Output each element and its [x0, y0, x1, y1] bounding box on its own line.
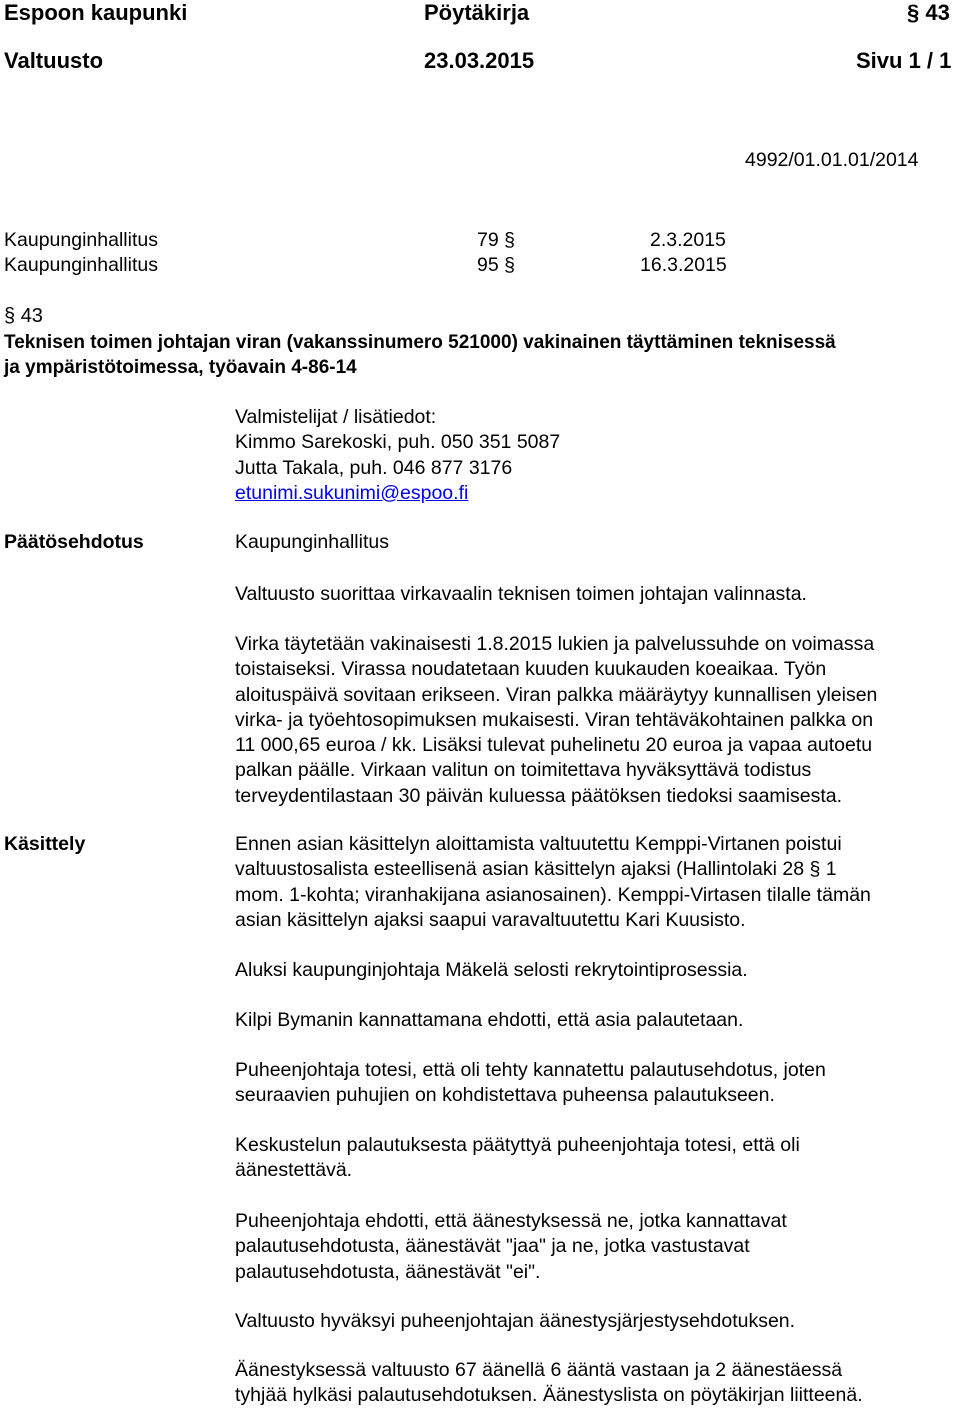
handling-label: Käsittely: [4, 833, 86, 855]
text-line: valtuustosalista esteellisenä asian käsittelyn ajaksi (Hallintolaki 28 § 1: [235, 858, 837, 881]
history-row: [4, 228, 158, 253]
preparers-block: [235, 405, 959, 506]
handling-paragraph: [235, 1133, 959, 1184]
text-line: Puheenjohtaja totesi, että oli tehty kannatettu palautusehdotus, joten: [235, 1059, 826, 1081]
proposer: Kaupunginhallitus: [235, 531, 389, 553]
section-sign: §: [504, 254, 515, 276]
text-line: Puheenjohtaja ehdotti, että äänestyksessä ne, jotka kannattavat: [235, 1210, 787, 1232]
council-name: Valtuusto: [4, 48, 104, 73]
history-no: 95: [477, 254, 499, 276]
section-number: 43: [925, 0, 950, 25]
text-line: palkan päälle. Virkaan valitun on toimitettava hyväksyttävä todistus: [235, 759, 812, 782]
case-id: 4992/01.01.01/2014: [745, 149, 919, 171]
text-line: toistaiseksi. Virassa noudatetaan kuuden kuukauden koeaikaa. Työn: [235, 658, 827, 681]
history-no: 79: [477, 229, 499, 251]
text-line: Aluksi kaupunginjohtaja Mäkelä selosti rekrytointiprosessia.: [235, 959, 748, 981]
email-link[interactable]: etunimi.sukunimi@espoo.fi: [235, 481, 469, 504]
text-line: 11 000,65 euroa / kk. Lisäksi tulevat puhelinetu 20 euroa ja vapaa autoetu: [235, 734, 873, 757]
text-line: virka- ja työehtosopimuksen mukaisesti. Viran tehtäväkohtainen palkka on: [235, 708, 874, 731]
text-line: Kilpi Bymanin kannattamana ehdotti, että asia palautetaan.: [235, 1009, 744, 1031]
history-date: 2.3.2015: [650, 229, 726, 251]
handling-paragraph: [235, 958, 959, 983]
proposal-paragraph: Valtuusto suorittaa virkavaalin teknisen toimen johtajan valinnasta.: [235, 583, 807, 605]
section-sign: §: [504, 229, 515, 251]
text-line: palautusehdotusta, äänestävät "jaa" ja ne, jotka vastustavat: [235, 1235, 750, 1258]
preparers-heading: Valmistelijat / lisätiedot:: [235, 406, 437, 428]
history-number: [477, 228, 515, 253]
section-sign: §: [4, 305, 16, 327]
proposal-paragraph: [235, 632, 959, 809]
text-line: tyhjää hylkäsi palautusehdotuksen. Äänestyslista on pöytäkirjan liitteenä.: [235, 1384, 863, 1407]
history-number: [477, 253, 515, 278]
text-line: terveydentilastaan 30 päivän kuluessa päätöksen tiedoksi saamisesta.: [235, 784, 843, 807]
section-title-line: Teknisen toimen johtajan viran (vakanssinumero 521000) vakinainen täyttäminen teknisessä: [4, 332, 836, 353]
text-line: Virka täytetään vakinaisesti 1.8.2015 lukien ja palvelussuhde on voimassa: [235, 633, 875, 655]
section-title-line: ja ympäristötoimessa, työavain 4-86-14: [4, 357, 357, 378]
text-line: Valtuusto hyväksyi puheenjohtajan äänestysjärjestysehdotuksen.: [235, 1310, 796, 1332]
page-number: Sivu 1 / 1: [856, 48, 952, 73]
text-line: Keskustelun palautuksesta päätyttyä puheenjohtaja totesi, että oli: [235, 1134, 800, 1156]
text-line: asian käsittelyn ajaksi saapui varavaltuutettu Kari Kuusisto.: [235, 908, 746, 931]
preparer-contact: Kimmo Sarekoski, puh. 050 351 5087: [235, 431, 561, 454]
proposal-label: Päätösehdotus: [4, 531, 144, 553]
document-type: Pöytäkirja: [424, 0, 530, 25]
history-body: Kaupunginhallitus: [4, 254, 158, 276]
history-date: 16.3.2015: [640, 254, 727, 276]
history-row: [4, 253, 158, 278]
text-line: aloituspäivä sovitaan erikseen. Viran palkka määräytyy kunnallisen yleisen: [235, 683, 878, 706]
text-line: Ennen asian käsittelyn aloittamista valtuutettu Kemppi-Virtanen poistui: [235, 833, 842, 855]
text-line: seuraavien puhujien on kohdistettava puheensa palautukseen.: [235, 1084, 775, 1107]
header-section-number: [907, 0, 950, 26]
meeting-date: 23.03.2015: [424, 48, 535, 73]
handling-paragraph: [235, 832, 959, 933]
text-line: äänestettävä.: [235, 1159, 353, 1182]
text-line: Äänestyksessä valtuusto 67 äänellä 6 ääntä vastaan ja 2 äänestäessä: [235, 1359, 843, 1381]
section-heading: [4, 305, 43, 328]
text-line: mom. 1-kohta; viranhakijana asianosainen). Kemppi-Virtasen tilalle tämän: [235, 883, 871, 906]
handling-paragraph: [235, 1309, 959, 1334]
text-line: palautusehdotusta, äänestävät "ei".: [235, 1260, 541, 1283]
section-sign: §: [907, 0, 920, 25]
history-body: Kaupunginhallitus: [4, 229, 158, 251]
handling-paragraph: [235, 1058, 959, 1109]
section-number: 43: [20, 305, 43, 327]
handling-paragraph: [235, 1358, 959, 1409]
org-name: Espoon kaupunki: [4, 0, 188, 25]
preparer-contact: Jutta Takala, puh. 046 877 3176: [235, 456, 513, 479]
handling-paragraph: [235, 1008, 959, 1033]
handling-paragraph: [235, 1209, 959, 1285]
